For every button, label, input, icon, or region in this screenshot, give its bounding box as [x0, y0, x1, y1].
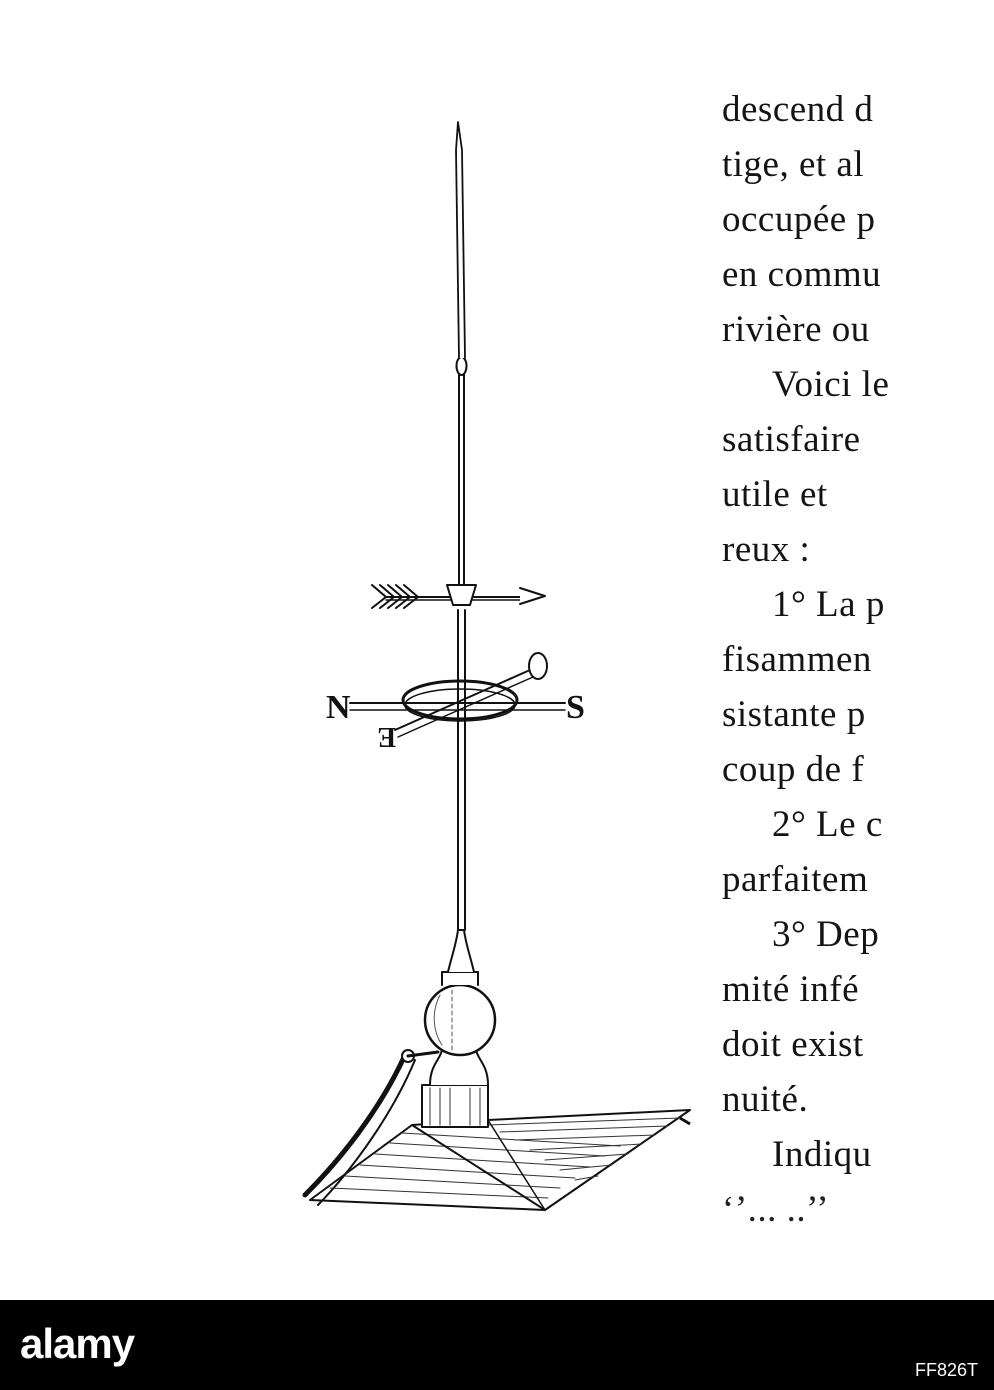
text-line: 3° Dep	[772, 914, 880, 955]
text-line: en commu	[722, 254, 882, 295]
text-line: occupée p	[722, 199, 876, 240]
text-line: fisammen	[722, 639, 872, 680]
compass-south-letter: S	[566, 689, 585, 726]
text-line: sistante p	[722, 694, 866, 735]
alamy-logo-text: alamy	[20, 1320, 135, 1367]
text-line: 1° La p	[772, 584, 885, 625]
compass-east-letter: E	[377, 721, 396, 752]
text-line-cut: ‘’... ..’’	[722, 1189, 830, 1230]
text-line: Indiqu	[772, 1134, 872, 1175]
image-id: FF826T	[914, 1360, 978, 1380]
text-line: tige, et al	[722, 144, 865, 185]
text-line: mité infé	[722, 969, 860, 1010]
text-column	[722, 82, 926, 1252]
text-line: 2° Le c	[772, 804, 883, 845]
alamy-logo-mark	[18, 1318, 278, 1374]
text-line: parfaitem	[722, 859, 869, 900]
text-line: descend d	[722, 89, 874, 130]
text-line: reux :	[722, 529, 811, 570]
text-line: coup de f	[722, 749, 865, 790]
compass-north-letter: N	[326, 689, 351, 726]
alamy-logo	[18, 1318, 278, 1370]
text-line: rivière ou	[722, 309, 870, 350]
text-line: doit exist	[722, 1024, 864, 1065]
text-line: utile et	[722, 474, 828, 515]
text-line: Voici le	[772, 364, 890, 405]
text-line: satisfaire	[722, 419, 861, 460]
text-line: nuité.	[722, 1079, 809, 1120]
